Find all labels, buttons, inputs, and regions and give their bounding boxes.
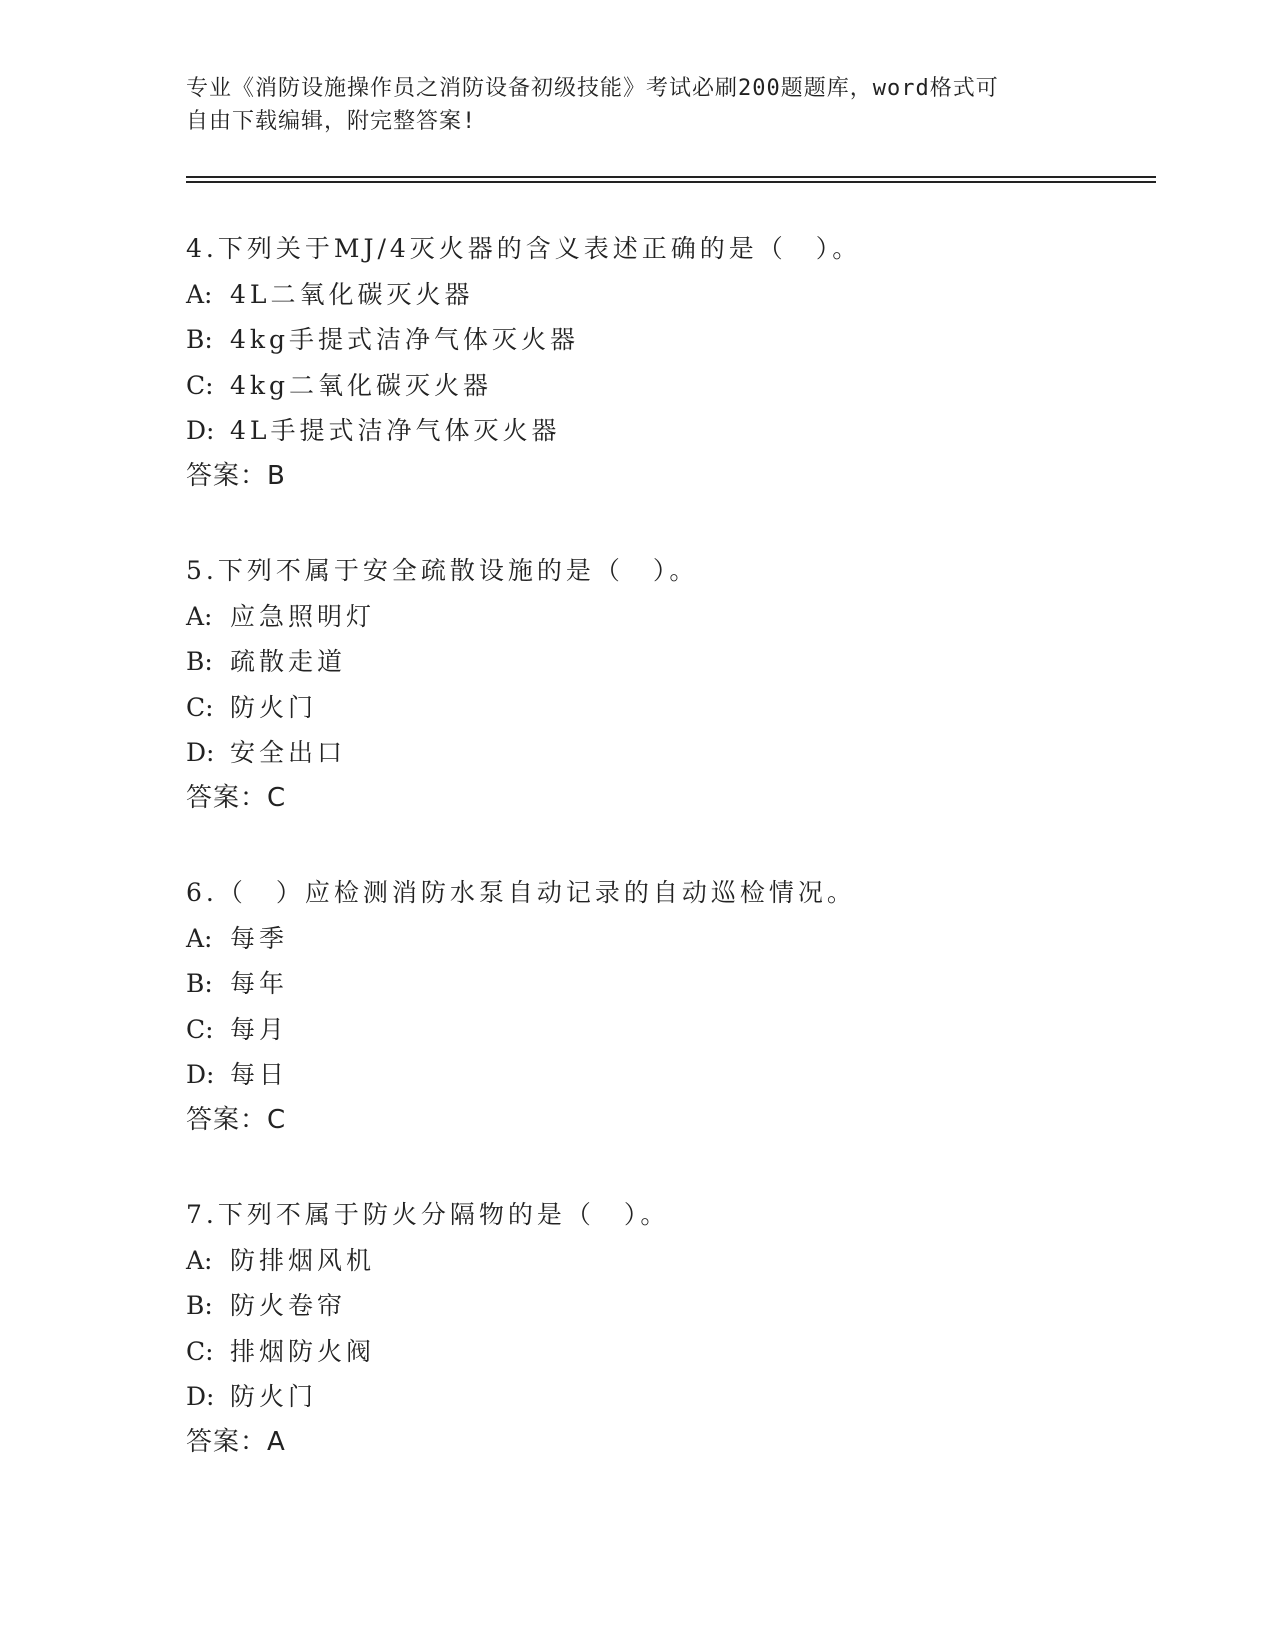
answer-line: 答案：C	[186, 782, 287, 813]
option-text: 应急照明灯	[230, 601, 376, 631]
option-text: 4kg手提式洁净气体灭火器	[230, 325, 580, 354]
answer-line: 答案：B	[186, 460, 286, 491]
option-letter: C:	[186, 692, 214, 722]
option-text: 疏散走道	[230, 647, 347, 676]
option-c	[186, 1007, 1136, 1053]
option-text: 防火门	[230, 1382, 318, 1411]
question-block	[186, 226, 1136, 499]
option-text: 防排烟风机	[230, 1245, 376, 1275]
answer-line: 答案：A	[186, 1426, 286, 1457]
option-text: 防火卷帘	[230, 1291, 347, 1320]
option-letter: D:	[186, 1060, 215, 1089]
option-d	[186, 408, 1136, 454]
option-text: 每日	[230, 1060, 289, 1089]
option-letter: B:	[186, 325, 213, 354]
option-text: 每季	[230, 923, 289, 953]
option-a	[186, 594, 1136, 640]
option-letter: C:	[186, 1336, 214, 1366]
option-letter: B:	[186, 969, 213, 998]
question-text: 5.下列不属于安全疏散设施的是（ ）。	[186, 556, 699, 585]
header-divider-bottom	[186, 181, 1156, 183]
question-block	[186, 1192, 1136, 1465]
option-b	[186, 961, 1136, 1007]
option-letter: D:	[186, 1382, 215, 1411]
answer-line: 答案：C	[186, 1104, 287, 1135]
option-letter: C:	[186, 370, 214, 400]
option-text: 4L手提式洁净气体灭火器	[230, 416, 561, 445]
option-c	[186, 1329, 1136, 1375]
header-line-2: 自由下载编辑，附完整答案!	[186, 109, 477, 134]
question-text: 7.下列不属于防火分隔物的是（ ）。	[186, 1200, 670, 1229]
option-d	[186, 1052, 1136, 1098]
option-c	[186, 685, 1136, 731]
option-text: 防火门	[230, 692, 318, 722]
option-text: 排烟防火阀	[230, 1336, 376, 1366]
question-text: 6.（ ）应检测消防水泵自动记录的自动巡检情况。	[186, 878, 856, 907]
option-text: 每月	[230, 1014, 289, 1044]
document-header	[186, 72, 1086, 138]
option-letter: D:	[186, 738, 215, 767]
option-d	[186, 1374, 1136, 1420]
question-text: 4.下列关于MJ/4灭火器的含义表述正确的是（ ）。	[186, 234, 862, 263]
option-text: 4L二氧化碳灭火器	[230, 279, 474, 309]
option-b	[186, 317, 1136, 363]
question-block	[186, 548, 1136, 821]
option-letter: B:	[186, 1291, 213, 1320]
option-text: 安全出口	[230, 738, 347, 767]
option-text: 4kg二氧化碳灭火器	[230, 370, 493, 400]
option-letter: C:	[186, 1014, 214, 1044]
option-a	[186, 1238, 1136, 1284]
question-block	[186, 870, 1136, 1143]
option-text: 每年	[230, 969, 289, 998]
option-letter: A:	[186, 279, 213, 309]
option-letter: A:	[186, 601, 213, 631]
option-c	[186, 363, 1136, 409]
option-b	[186, 639, 1136, 685]
option-letter: A:	[186, 1245, 213, 1275]
option-a	[186, 916, 1136, 962]
option-letter: A:	[186, 923, 213, 953]
option-letter: D:	[186, 416, 215, 445]
option-b	[186, 1283, 1136, 1329]
header-divider-top	[186, 176, 1156, 178]
option-letter: B:	[186, 647, 213, 676]
header-line-1: 专业《消防设施操作员之消防设备初级技能》考试必刷200题题库，word格式可	[186, 76, 999, 101]
option-d	[186, 730, 1136, 776]
option-a	[186, 272, 1136, 318]
